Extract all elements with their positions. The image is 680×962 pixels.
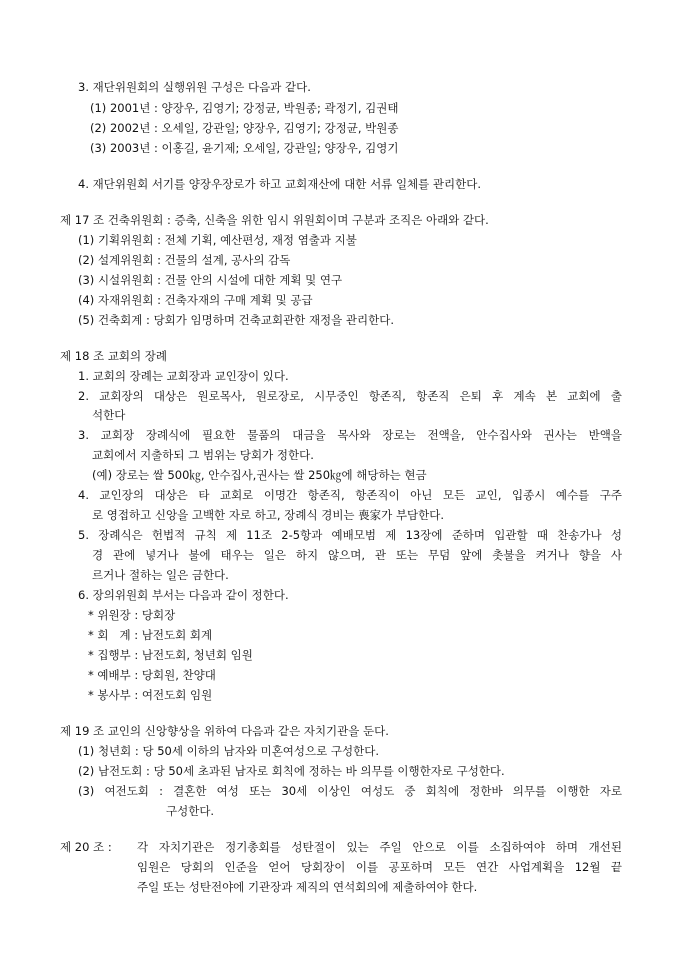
section-3-item-2: (2) 2002년 : 오세일, 강관일; 양장우, 김영기; 강정균, 박원종 [90, 121, 399, 135]
article-17-item-1: (1) 기획위원회 : 전체 기획, 예산편성, 재정 염출과 지불 [78, 233, 357, 247]
article-18-para-3-example: (예) 장로는 쌀 500㎏, 안수집사,권사는 쌀 250㎏에 해당하는 현금 [92, 468, 427, 482]
funeral-committee-chair: * 위원장 : 당회장 [88, 608, 176, 622]
article-18-para-5-line-2: 경 관에 넣거나 불에 태우는 일은 하지 않으며, 관 또는 무덤 앞에 촛불을 켜거나 향을 사 [92, 548, 622, 562]
funeral-committee-service: * 봉사부 : 여전도회 임원 [88, 688, 213, 702]
article-18-para-2-line-2: 석한다 [92, 408, 126, 422]
article-18-para-5-line-1: 5. 장례식은 헌법적 규칙 제 11조 2-5항과 예배모범 제 13장에 준하며 입관할 때 찬송가나 성 [78, 528, 622, 542]
section-4-text: 4. 재단위원회 서기를 양장우장로가 하고 교회재산에 대한 서류 일체를 관리한다. [78, 177, 482, 191]
funeral-committee-accounting: * 회 계 : 남전도회 회계 [88, 628, 213, 642]
article-18-heading: 제 18 조 교회의 장례 [60, 349, 168, 363]
section-3-item-3: (3) 2003년 : 이홍길, 윤기제; 오세일, 강관일; 양장우, 김영기 [90, 141, 399, 155]
article-19-item-3-line-1: (3) 여전도회 : 결혼한 여성 또는 30세 이상인 여성도 중 회칙에 정한바 의무를 이행한 자로 [78, 784, 622, 798]
article-17-heading: 제 17 조 건축위원회 : 증축, 신축을 위한 임시 위원회이며 구분과 조직은 아래와 같다. [60, 213, 489, 227]
article-20-line-3: 주일 또는 성탄전야에 기관장과 제직의 연석회의에 제출하여야 한다. [137, 880, 478, 894]
article-20-label: 제 20 조 : [60, 840, 112, 854]
article-19-item-3-line-2: 구성한다. [166, 804, 215, 818]
article-18-para-2-line-1: 2. 교회장의 대상은 원로목사, 원로장로, 시무중인 항존직, 항존직 은퇴 후 계속 본 교회에 출 [78, 389, 622, 403]
article-18-para-3-line-1: 3. 교회장 장례식에 필요한 물품의 대금을 목사와 장로는 전액을, 안수집사와 권사는 반액을 [78, 428, 622, 442]
article-19-item-1: (1) 청년회 : 당 50세 이하의 남자와 미혼여성으로 구성한다. [78, 744, 379, 758]
article-18-para-3-line-2: 교회에서 지출하되 그 범위는 당회가 정한다. [92, 448, 314, 462]
section-3-item-1: (1) 2001년 : 양장우, 김영기; 강정균, 박원종; 곽정기, 김권태 [90, 101, 399, 115]
funeral-committee-worship: * 예배부 : 당회원, 찬양대 [88, 668, 216, 682]
article-20-line-2: 임원은 당회의 인준을 얻어 당회장이 이를 공포하며 모든 연간 사업계획을 12월 끝 [137, 860, 622, 874]
article-18-para-4-line-1: 4. 교인장의 대상은 타 교회로 이명간 항존직, 항존직이 아닌 모든 교인, 입종시 예수를 구주 [78, 488, 622, 502]
section-3-heading: 3. 재단위원회의 실행위원 구성은 다음과 같다. [78, 80, 311, 94]
article-18-para-6: 6. 장의위원회 부서는 다음과 같이 정한다. [78, 588, 289, 602]
article-17-item-2: (2) 설계위원회 : 건물의 설계, 공사의 감독 [78, 253, 291, 267]
funeral-committee-executive: * 집행부 : 남전도회, 청년회 임원 [88, 648, 253, 662]
article-19-heading: 제 19 조 교인의 신앙향상을 위하여 다음과 같은 자치기관을 둔다. [60, 724, 389, 738]
article-18-para-5-line-3: 르거나 절하는 일은 금한다. [92, 568, 229, 582]
article-18-para-4-line-2: 로 영접하고 신앙을 고백한 자로 하고, 장례식 경비는 喪家가 부담한다. [92, 508, 445, 522]
article-20-line-1: 각 자치기관은 정기총회를 성탄절이 있는 주일 안으로 이를 소집하여야 하며 개선된 [137, 840, 622, 854]
article-17-item-3: (3) 시설위원회 : 건물 안의 시설에 대한 계획 및 연구 [78, 273, 343, 287]
article-19-item-2: (2) 남전도회 : 당 50세 초과된 남자로 회칙에 정하는 바 의무를 이행한자로 구성한다. [78, 764, 505, 778]
article-18-para-1: 1. 교회의 장례는 교회장과 교인장이 있다. [78, 369, 289, 383]
article-17-item-4: (4) 자재위원회 : 건축자재의 구매 계획 및 공급 [78, 293, 313, 307]
article-17-item-5: (5) 건축회계 : 당회가 임명하며 건축교회관한 재정을 관리한다. [78, 313, 395, 327]
